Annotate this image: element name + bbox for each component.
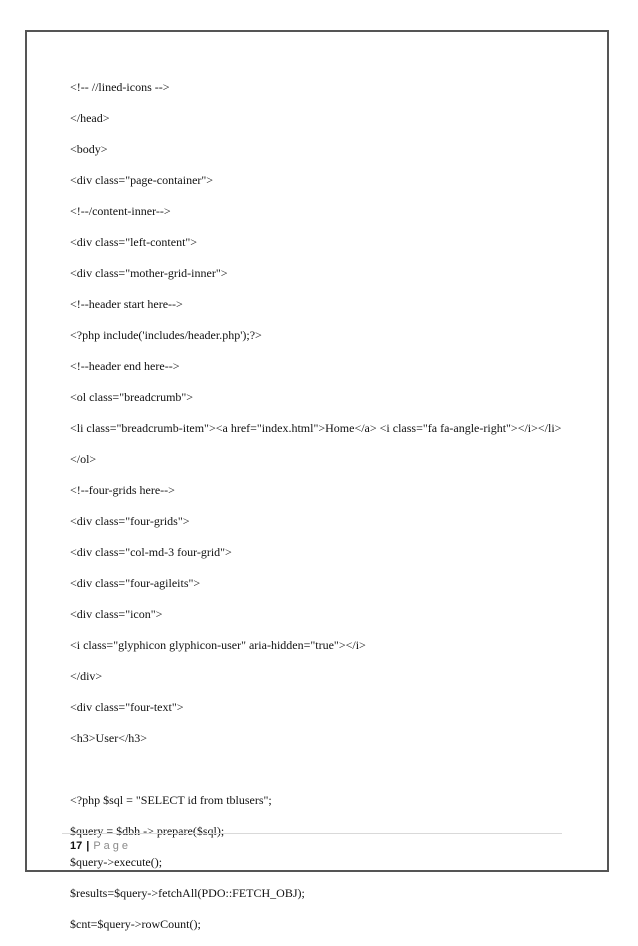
code-line: $cnt=$query->rowCount(); (70, 917, 201, 931)
code-line: </head> (70, 111, 110, 125)
code-listing (70, 78, 561, 946)
footer-separator: | (86, 840, 90, 852)
code-line: <div class="page-container"> (70, 173, 214, 187)
code-line: <body> (70, 142, 108, 156)
code-line: <div class="icon"> (70, 607, 163, 621)
code-line: <div class="mother-grid-inner"> (70, 266, 228, 280)
code-line: <!--/content-inner--> (70, 204, 171, 218)
code-line: <?php $sql = "SELECT id from tblusers"; (70, 793, 272, 807)
page-number: 17 (70, 840, 83, 852)
code-line: </ol> (70, 452, 97, 466)
code-line: <h3>User</h3> (70, 731, 148, 745)
code-line: <?php include('includes/header.php');?> (70, 328, 262, 342)
code-line: <!-- //lined-icons --> (70, 80, 170, 94)
code-line: <!--header start here--> (70, 297, 183, 311)
code-line: <!--four-grids here--> (70, 483, 175, 497)
code-line: <!--header end here--> (70, 359, 180, 373)
code-line: $results=$query->fetchAll(PDO::FETCH_OBJ); (70, 886, 305, 900)
code-line: <div class="four-agileits"> (70, 576, 201, 590)
code-line: <li class="breadcrumb-item"><a href="index.html">Home</a> <i class="fa fa-angle-right"></i></li> (70, 421, 562, 435)
page-label: Page (93, 840, 132, 852)
code-line: <ol class="breadcrumb"> (70, 390, 194, 404)
code-line-blank (70, 760, 561, 778)
code-line: <i class="glyphicon glyphicon-user" aria-hidden="true"></i> (70, 638, 366, 652)
code-line: <div class="four-text"> (70, 700, 184, 714)
code-line: <div class="left-content"> (70, 235, 198, 249)
code-line: </div> (70, 669, 103, 683)
footer-divider (62, 833, 562, 834)
page-footer (70, 838, 131, 854)
code-line: $query = $dbh -> prepare($sql); (70, 824, 225, 838)
code-line: <div class="four-grids"> (70, 514, 190, 528)
code-line: $query->execute(); (70, 855, 163, 869)
code-line: <div class="col-md-3 four-grid"> (70, 545, 232, 559)
